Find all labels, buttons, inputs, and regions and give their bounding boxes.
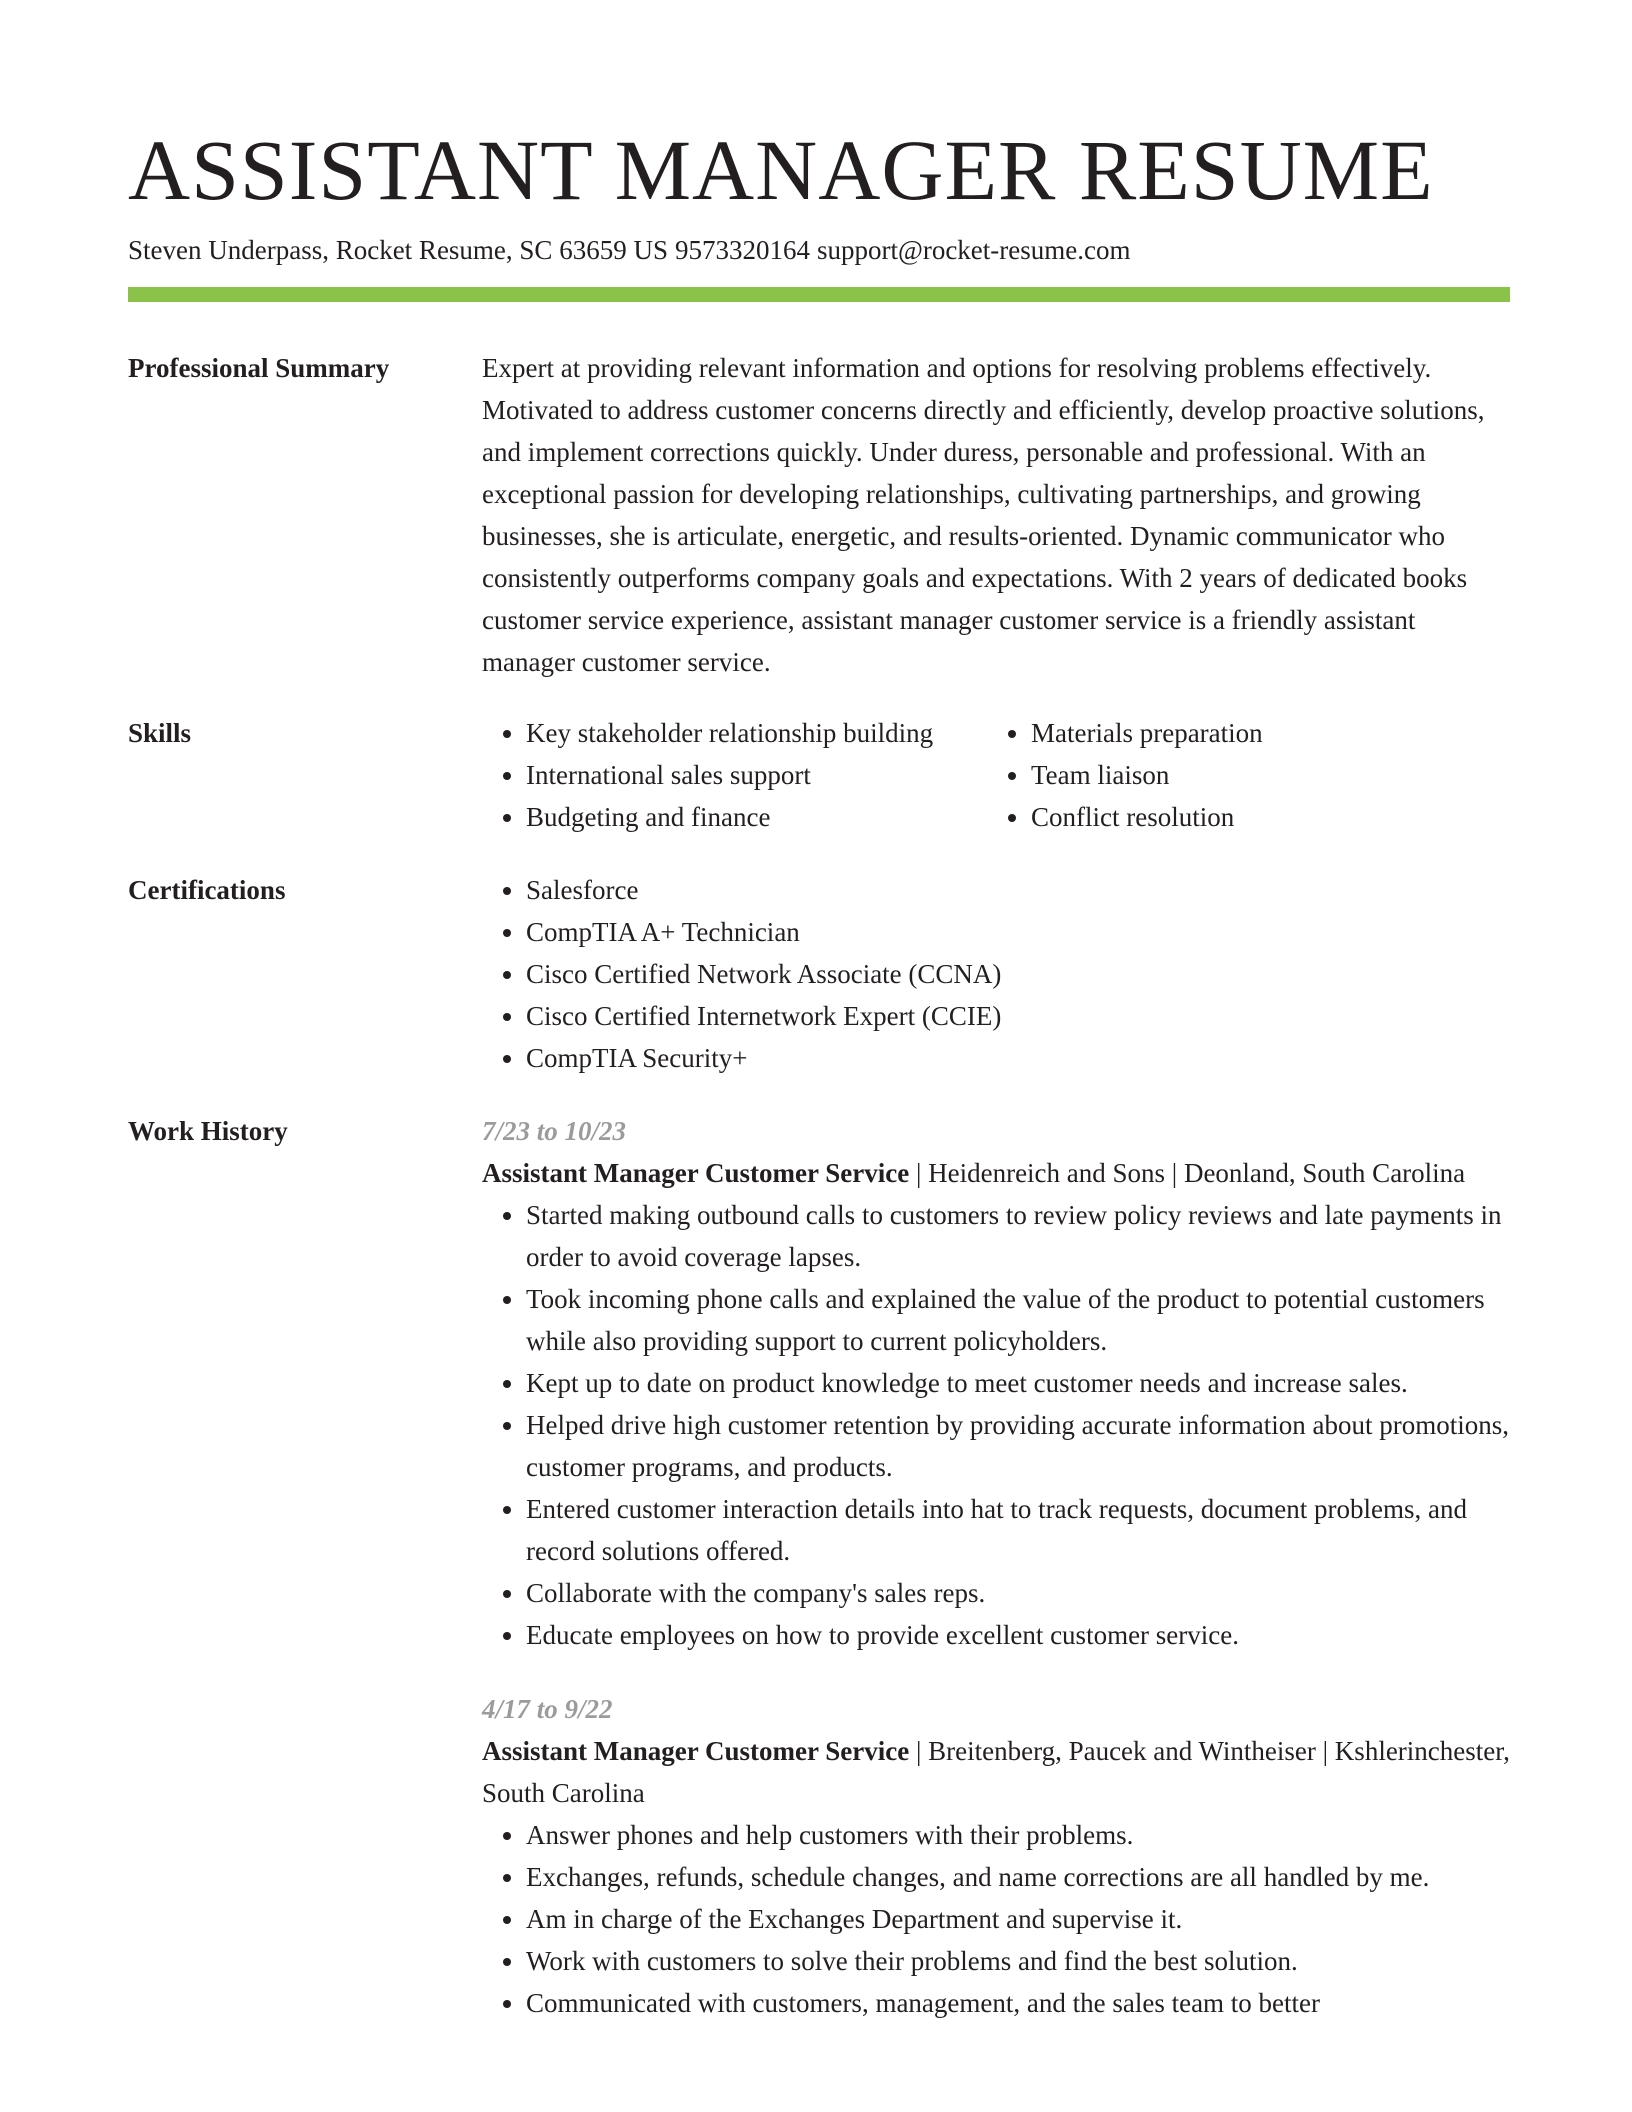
summary-text: Expert at providing relevant information and options for resolving problems effectively. Motivated to address customer concerns directly and efficiently, develop proactive solutions, and implement corrections quickly. Under duress, personable and professional. With an exceptional passion for developing relationships, cultivating partnerships, and growing businesses, she is articulate, energetic, and results-oriented. Dynamic communicator who consistently outperforms company goals and expectations. With 2 years of dedicated books customer service experience, assistant manager customer service is a friendly assistant manager customer service. — [482, 353, 1485, 677]
skill-item: • Key stakeholder relationship building — [526, 712, 987, 754]
summary-heading: Professional Summary — [128, 353, 390, 383]
job-bullet: • Helped drive high customer retention by providing accurate information about promotions, customer programs, and products. — [526, 1404, 1510, 1488]
certification-item: • CompTIA A+ Technician — [526, 911, 1510, 953]
job-bullet: • Educate employees on how to provide excellent customer service. — [526, 1614, 1510, 1656]
skills-list-left — [482, 712, 987, 838]
skill-item: • Conflict resolution — [1031, 796, 1510, 838]
skill-item: • Materials preparation — [1031, 712, 1510, 754]
job-bullet: • Took incoming phone calls and explained the value of the product to potential customers while also providing support to current policyholders. — [526, 1278, 1510, 1362]
skills-heading: Skills — [128, 718, 192, 748]
header-divider — [128, 287, 1510, 302]
job-role-line — [482, 1152, 1510, 1194]
job-bullet: • Kept up to date on product knowledge to meet customer needs and increase sales. — [526, 1362, 1510, 1404]
work-history-body — [482, 1110, 1510, 2024]
job-bullets — [482, 1814, 1510, 2024]
resume-title: ASSISTANT MANAGER RESUME — [128, 122, 1434, 218]
summary-body — [482, 347, 1510, 683]
job-details: | Heidenreich and Sons | Deonland, South Carolina — [915, 1158, 1466, 1188]
job-bullet: • Work with customers to solve their problems and find the best solution. — [526, 1940, 1510, 1982]
job-bullet: • Entered customer interaction details into hat to track requests, document problems, and record solutions offered. — [526, 1488, 1510, 1572]
job-bullet: • Started making outbound calls to customers to review policy reviews and late payments in order to avoid coverage lapses. — [526, 1194, 1510, 1278]
certifications-heading: Certifications — [128, 875, 286, 905]
job-bullet: • Am in charge of the Exchanges Department and supervise it. — [526, 1898, 1510, 1940]
contact-line — [128, 232, 1131, 268]
job-bullet: • Exchanges, refunds, schedule changes, and name corrections are all handled by me. — [526, 1856, 1510, 1898]
skill-item: • Budgeting and finance — [526, 796, 987, 838]
work-history-heading: Work History — [128, 1116, 288, 1146]
job-details: | Breitenberg, Paucek and Wintheiser | Kshlerinchester, South Carolina — [482, 1736, 1510, 1808]
job-entry — [482, 1110, 1510, 1656]
job-dates: 4/17 to 9/22 — [482, 1694, 613, 1724]
skill-item: • International sales support — [526, 754, 987, 796]
job-entry — [482, 1688, 1510, 2024]
certifications-list — [482, 869, 1510, 1079]
skill-item: • Team liaison — [1031, 754, 1510, 796]
job-role-line — [482, 1730, 1510, 1814]
certification-item: • Salesforce — [526, 869, 1510, 911]
skills-body — [482, 712, 1510, 838]
certification-item: • CompTIA Security+ — [526, 1037, 1510, 1079]
job-dates: 7/23 to 10/23 — [482, 1116, 627, 1146]
job-title: Assistant Manager Customer Service — [482, 1158, 910, 1188]
job-bullet: • Collaborate with the company's sales reps. — [526, 1572, 1510, 1614]
contact-phone: 9573320164 — [674, 235, 810, 265]
skills-list-right — [987, 712, 1510, 838]
certification-item: • Cisco Certified Network Associate (CCNA) — [526, 953, 1510, 995]
job-bullets — [482, 1194, 1510, 1656]
certifications-body — [482, 869, 1510, 1079]
contact-address: Steven Underpass, Rocket Resume, SC 63659 US — [128, 235, 668, 265]
certification-item: • Cisco Certified Internetwork Expert (CCIE) — [526, 995, 1510, 1037]
contact-email: support@rocket-resume.com — [816, 235, 1131, 265]
job-title: Assistant Manager Customer Service — [482, 1736, 910, 1766]
job-bullet: • Answer phones and help customers with their problems. — [526, 1814, 1510, 1856]
job-bullet: • Communicated with customers, management, and the sales team to better — [526, 1982, 1510, 2024]
